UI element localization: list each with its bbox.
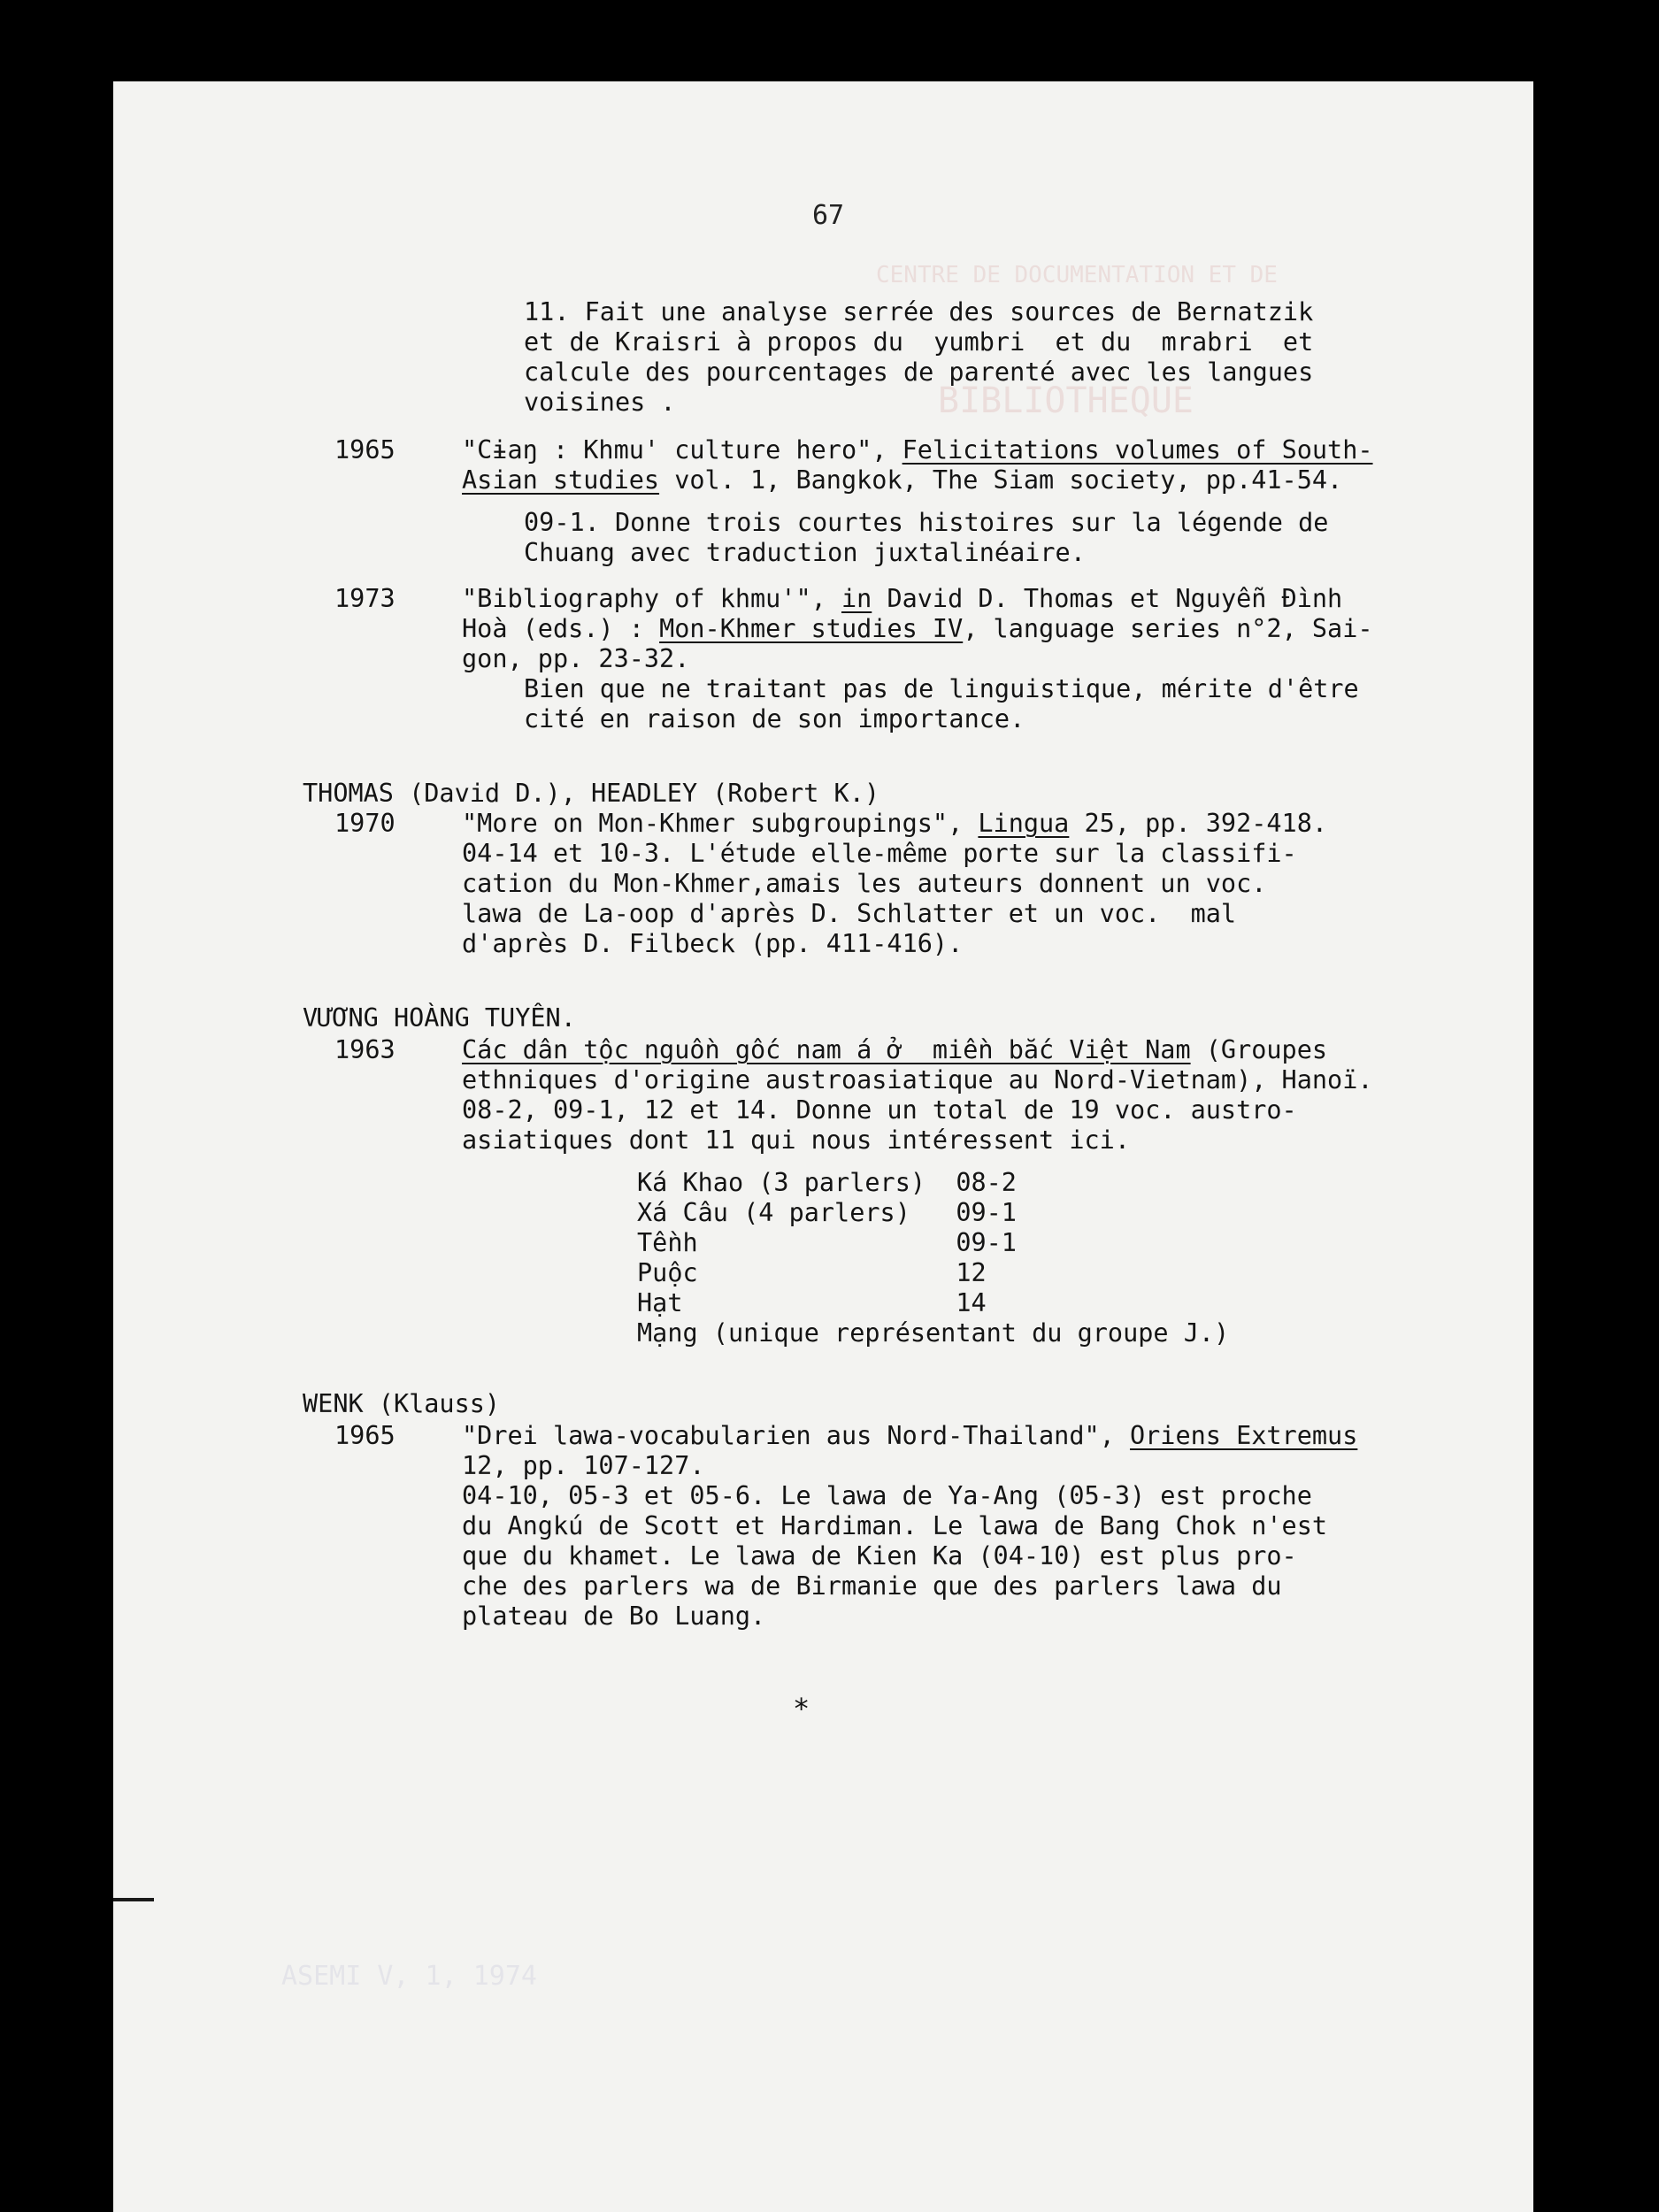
text-line: Chuang avec traduction juxtalinéaire.	[524, 538, 1086, 567]
entry-year: 1965	[334, 435, 396, 465]
entry-title: "Bibliography of khmu'",	[462, 584, 841, 613]
text-line: 12, pp. 107-127.	[462, 1451, 705, 1480]
publication-details: vol. 1, Bangkok, The Siam society, pp.41-54.	[659, 465, 1343, 495]
text-line: calcule des pourcentages de parenté avec les langues	[524, 357, 1314, 387]
editors: David D. Thomas et Nguyễn Đình	[872, 584, 1343, 613]
text-line: 09-1. Donne trois courtes histoires sur la légende de	[524, 508, 1329, 537]
title-translation: (Groupes	[1190, 1035, 1328, 1064]
text-line: lawa de La-oop d'après D. Schlatter et un voc. mal	[462, 899, 1237, 928]
bib-entry-1965-wenk	[462, 1421, 1357, 1632]
author-heading: WENK (Klauss)	[303, 1389, 501, 1418]
author-heading: VƯƠNG HOÀNG TUYÊN.	[303, 1003, 576, 1033]
editors-cont: Hoà (eds.) :	[462, 614, 660, 643]
table-row: Xá Câu (4 parlers) 09-1	[637, 1198, 1017, 1227]
entry-year: 1973	[334, 584, 396, 613]
text-line: che des parlers wa de Birmanie que des parlers lawa du	[462, 1571, 1282, 1601]
publication-details: 25, pp. 392-418.	[1069, 809, 1328, 838]
bib-entry-1963	[462, 1035, 1373, 1156]
text-line: Bien que ne traitant pas de linguistique, mérite d'être	[524, 674, 1359, 703]
text-line: 08-2, 09-1, 12 et 14. Donne un total de 19 voc. austro-	[462, 1095, 1297, 1125]
text-line: et de Kraisri à propos du yumbri et du mrabri et	[524, 327, 1314, 357]
text-line: 11. Fait une analyse serrée des sources de Bernatzik	[524, 297, 1314, 326]
text-line: 04-10, 05-3 et 05-6. Le lawa de Ya-Ang (05-3) est proche	[462, 1481, 1312, 1510]
journal-title: Lingua	[978, 809, 1070, 838]
publication-title-cont: Asian studies	[462, 465, 660, 495]
publication-title: Felicitations volumes of South-	[902, 435, 1373, 465]
margin-tick-mark	[113, 1898, 154, 1901]
entry-year: 1963	[334, 1035, 396, 1064]
table-row: Puộc 12	[637, 1258, 987, 1287]
entry-title: "Cɨaŋ : Khmu' culture hero",	[462, 435, 902, 465]
table-row: Hạt 14	[637, 1288, 987, 1317]
text-line: d'après D. Filbeck (pp. 411-416).	[462, 929, 964, 958]
show-through-header-line-1: CENTRE DE DOCUMENTATION ET DE	[876, 262, 1278, 288]
entry-note	[524, 674, 1359, 734]
page-number: 67	[812, 200, 845, 231]
text-line: voisines .	[524, 388, 676, 417]
text-line: ethniques d'origine austroasiatique au Nord-Vietnam), Hanoï.	[462, 1065, 1373, 1094]
publication-details-cont: gon, pp. 23-32.	[462, 644, 690, 673]
text-line: du Angkú de Scott et Hardiman. Le lawa de Bang Chok n'est	[462, 1511, 1328, 1540]
entry-title: "Drei lawa-vocabularien aus Nord-Thailand",	[462, 1421, 1130, 1450]
text-line: plateau de Bo Luang.	[462, 1601, 766, 1631]
show-through-footer: ASEMI V, 1, 1974	[281, 1961, 537, 1992]
entry-year: 1965	[334, 1421, 396, 1450]
entry-title: "More on Mon-Khmer subgroupings",	[462, 809, 979, 838]
author-heading: THOMAS (David D.), HEADLEY (Robert K.)	[303, 779, 880, 808]
text-line: que du khamet. Le lawa de Kien Ka (04-10) est plus pro-	[462, 1541, 1297, 1571]
bib-entry-1970	[462, 809, 1327, 959]
entry-year: 1970	[334, 809, 396, 838]
table-row: Ká Khao (3 parlers) 08-2	[637, 1168, 1017, 1197]
publication-title: Mon-Khmer studies IV	[659, 614, 964, 643]
publication-details: , language series n°2, Sai-	[963, 614, 1373, 643]
bib-entry-1973	[462, 584, 1373, 674]
text-line: cation du Mon-Khmer,amais les auteurs donnent un voc.	[462, 869, 1267, 898]
text-line: 04-14 et 10-3. L'étude elle-même porte sur la classifi-	[462, 839, 1297, 868]
dialect-table	[637, 1168, 1229, 1348]
end-asterisk: *	[793, 1692, 810, 1725]
journal-title: Oriens Extremus	[1129, 1421, 1358, 1450]
text-line: asiatiques dont 11 qui nous intéressent ici.	[462, 1125, 1130, 1155]
show-through-header-line-2: BIBLIOTHEQUE	[938, 380, 1194, 421]
entry-note	[524, 508, 1328, 568]
book-title: Các dân tộc nguồn gốc nam á ở miền bắc Việt Nam	[462, 1035, 1191, 1064]
table-row: Mạng (unique représentant du groupe J.)	[637, 1318, 1230, 1348]
text-line: cité en raison de son importance.	[524, 704, 1025, 733]
bib-entry-1965	[462, 435, 1373, 495]
table-row: Tềnh 09-1	[637, 1228, 1017, 1257]
in-marker: in	[841, 584, 872, 613]
continuation-note	[524, 297, 1313, 418]
